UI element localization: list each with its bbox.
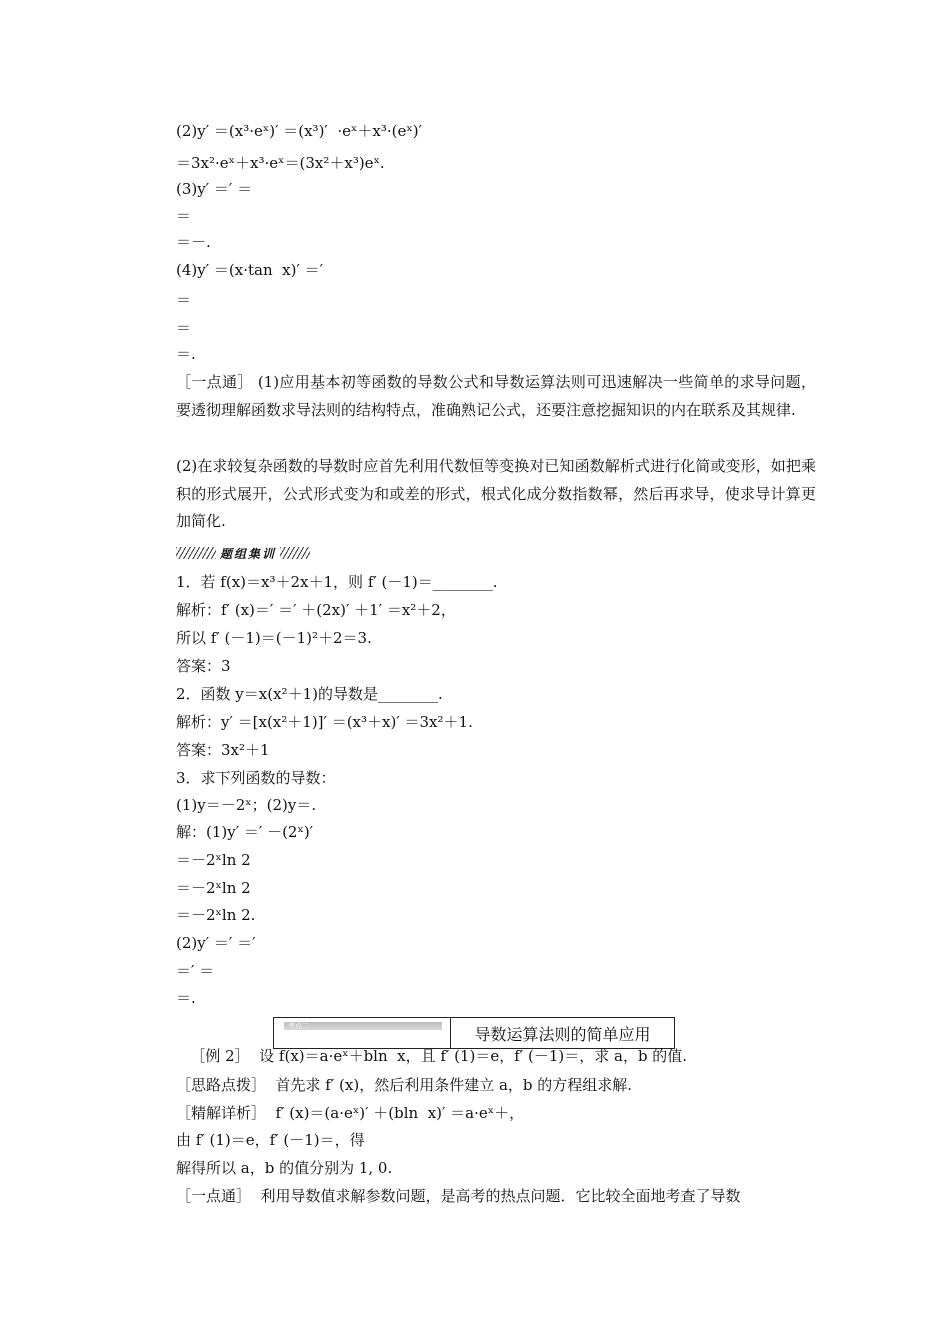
text-line: ＝′ ＝	[176, 962, 215, 980]
text-line: 解：(1)y′ ＝′ －(2ˣ)′	[176, 823, 314, 841]
text-line: ＝	[176, 319, 192, 337]
text-line: ［一点通］ 利用导数值求解参数问题，是高考的热点问题．它比较全面地考查了导数	[176, 1187, 741, 1205]
text-line: 所以 f′ (－1)＝(－1)²＋2＝3.	[176, 629, 372, 647]
text-line: 解析：f′ (x)＝′ ＝′ ＋(2x)′ ＋1′ ＝x²＋2，	[176, 601, 456, 619]
text-line: 解析：y′ ＝[x(x²＋1)]′ ＝(x³＋x)′ ＝3x²＋1.	[176, 713, 473, 731]
text-line: 3．求下列函数的导数：	[176, 769, 336, 787]
section-title: 导数运算法则的简单应用	[474, 1024, 651, 1044]
tip-paragraph-1: ［一点通］ (1)应用基本初等函数的导数公式和导数运算法则可迅速解决一些简单的求导问题，要透彻理解函数求导法则的结构特点，准确熟记公式，还要注意挖掘知识的内在联系及其规律.	[176, 373, 816, 419]
text-line: ＝	[176, 207, 192, 225]
text-line: (1)y＝－2ˣ；(2)y＝.	[176, 796, 317, 814]
text-line: 答案：3	[176, 657, 231, 675]
text-line: ＝－2ˣln 2	[176, 879, 251, 897]
text-line: (4)y′ ＝(x·tan x)′ ＝′	[176, 261, 324, 279]
section-tag-cell	[274, 1018, 451, 1048]
text-line: 解得所以 a，b 的值分别为 1, 0.	[176, 1159, 393, 1177]
text-line: ＝3x²·eˣ＋x³·eˣ＝(3x²＋x³)eˣ.	[176, 154, 385, 172]
section-tag: 考点二	[284, 1022, 442, 1030]
hatch-decoration-right	[280, 547, 310, 559]
exercise-group-badge	[176, 545, 326, 561]
text-line: ＝.	[176, 345, 196, 363]
text-line: 1．若 f(x)＝x³＋2x＋1，则 f′ (－1)＝________.	[176, 573, 498, 591]
hatch-decoration-left	[176, 547, 216, 559]
text-line: 答案：3x²＋1	[176, 741, 270, 759]
text-line: ＝.	[176, 989, 196, 1007]
text-line: (2)y′ ＝(x³·eˣ)′ ＝(x³)′ ·eˣ＋x³·(eˣ)′	[176, 122, 422, 140]
tip-paragraph-2: (2)在求较复杂函数的导数时应首先利用代数恒等变换对已知函数解析式进行化简或变形，如把乘积的形式展开，公式形式变为和或差的形式，根式化成分数指数幂，然后再求导，使求导计算更加简化.	[176, 457, 816, 530]
text-line: ＝－2ˣln 2.	[176, 906, 256, 924]
text-line: ［思路点拨］ 首先求 f′ (x)，然后利用条件建立 a，b 的方程组求解.	[176, 1076, 633, 1094]
text-line: ＝	[176, 291, 192, 309]
badge-label: 题组集训	[220, 546, 277, 561]
text-line: (2)y′ ＝′ ＝′	[176, 934, 256, 952]
text-line: ［例 2］ 设 f(x)＝a·eˣ＋bln x，且 f′ (1)＝e，f′ (－1)＝，求 a，b 的值.	[176, 1047, 688, 1065]
text-line: 由 f′ (1)＝e，f′ (－1)＝，得	[176, 1131, 365, 1149]
text-line: ＝－.	[176, 233, 211, 251]
text-line: ＝－2ˣln 2	[176, 851, 251, 869]
text-line: (3)y′ ＝′ ＝	[176, 180, 253, 198]
text-line: 2．函数 y＝x(x²＋1)的导数是________.	[176, 685, 443, 703]
section-header	[273, 1017, 675, 1049]
text-line: ［精解详析］ f′ (x)＝(a·eˣ)′ ＋(bln x)′ ＝a·eˣ＋，	[176, 1104, 525, 1122]
